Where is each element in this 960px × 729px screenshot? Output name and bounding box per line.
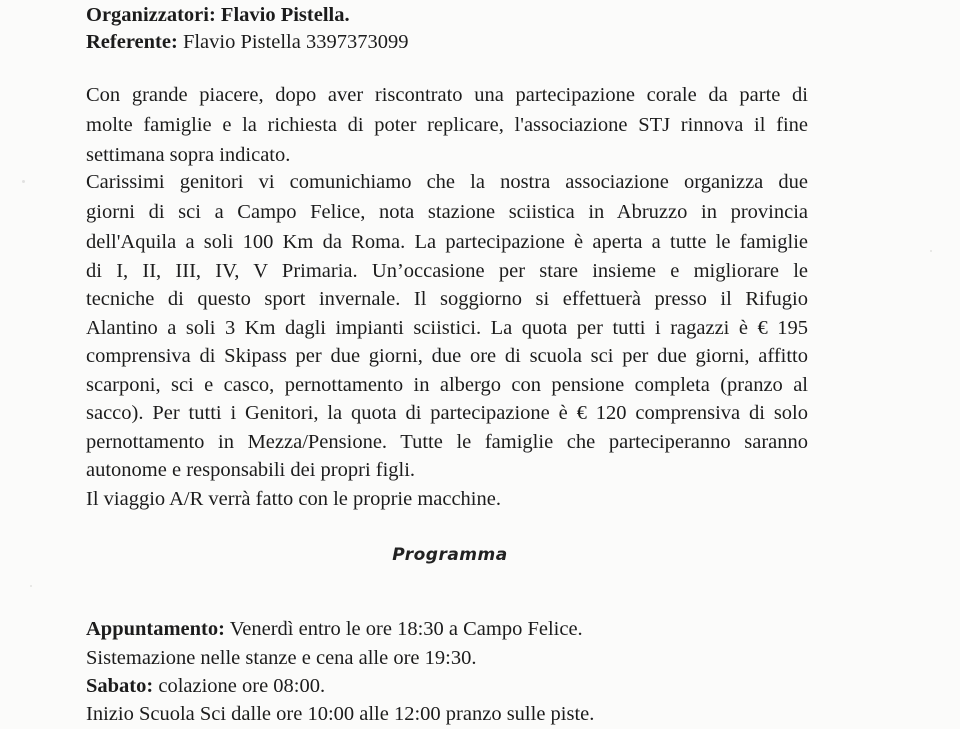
appointment-label: Appuntamento:: [86, 618, 225, 640]
scan-speck: [30, 585, 32, 587]
body-line: Alantino a soli 3 Km dagli impianti sciistici. La quota per tutti i ragazzi è € 195: [86, 317, 808, 339]
body-line: molte famiglie e la richiesta di poter replicare, l'associazione STJ rinnova il fine: [86, 114, 808, 136]
scan-speck: [930, 250, 932, 252]
body-line: settimana sopra indicato.: [86, 144, 291, 166]
scan-speck: [22, 180, 25, 183]
referent-line: [86, 27, 408, 57]
program-line: Sistemazione nelle stanze e cena alle ore 19:30.: [86, 647, 477, 669]
body-line: Carissimi genitori vi comunichiamo che la nostra associazione organizza due: [86, 171, 808, 193]
body-line: sacco). Per tutti i Genitori, la quota di partecipazione è € 120 comprensiva di solo: [86, 402, 808, 424]
program-saturday-line: [86, 671, 325, 701]
body-line: comprensiva di Skipass per due giorni, due ore di scuola sci per due giorni, affitto: [86, 345, 808, 367]
appointment-value: Venerdì entro le ore 18:30 a Campo Felice.: [224, 618, 583, 640]
body-line: autonome e responsabili dei propri figli.: [86, 459, 416, 481]
body-line: dell'Aquila a soli 100 Km da Roma. La partecipazione è aperta a tutte le famiglie: [86, 231, 808, 253]
body-line: scarponi, sci e casco, pernottamento in albergo con pensione completa (pranzo al: [86, 374, 808, 396]
program-appointment-line: [86, 614, 583, 644]
body-line: Il viaggio A/R verrà fatto con le proprie macchine.: [86, 488, 501, 510]
body-line: di I, II, III, IV, V Primaria. Un’occasione per stare insieme e migliorare le: [86, 260, 808, 282]
saturday-value: colazione ore 08:00.: [153, 675, 326, 697]
referent-value: Flavio Pistella 3397373099: [182, 31, 409, 53]
body-line: pernottamento in Mezza/Pensione. Tutte le famiglie che parteciperanno saranno: [86, 431, 808, 453]
referent-label: Referente:: [86, 31, 178, 53]
program-line: Inizio Scuola Sci dalle ore 10:00 alle 12:00 pranzo sulle piste.: [86, 703, 595, 725]
body-line: giorni di sci a Campo Felice, nota stazione sciistica in Abruzzo in provincia: [86, 201, 808, 223]
organizers-line: [86, 0, 350, 30]
organizers-label: Organizzatori:: [86, 4, 216, 26]
body-line: tecniche di questo sport invernale. Il soggiorno si effettuerà presso il Rifugio: [86, 288, 808, 310]
organizers-value: Flavio Pistella.: [220, 4, 350, 26]
body-line: Con grande piacere, dopo aver riscontrato una partecipazione corale da parte di: [86, 84, 808, 106]
program-heading: Programma: [392, 545, 508, 565]
saturday-label: Sabato:: [86, 675, 154, 697]
